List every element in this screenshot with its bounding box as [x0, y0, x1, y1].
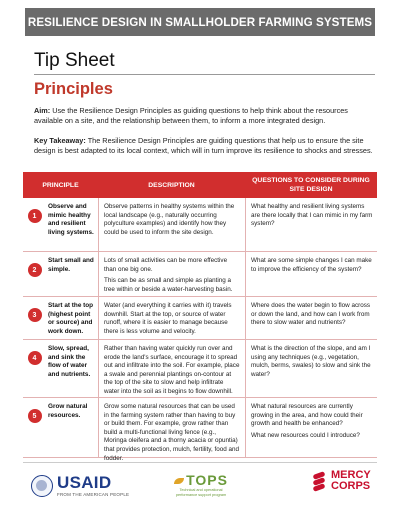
footer-logos — [23, 470, 377, 510]
row-number-cell — [23, 252, 46, 296]
usaid-logo — [31, 474, 129, 497]
questions-cell — [245, 252, 377, 296]
row-number-cell — [23, 297, 46, 339]
table-row — [23, 297, 377, 340]
mercy-wordmark-line1: MERCY — [331, 469, 371, 481]
description-cell — [98, 398, 245, 462]
header-description: DESCRIPTION — [148, 181, 195, 189]
usaid-seal-icon — [31, 475, 53, 497]
description-text: Observe patterns in healthy systems within the local landscape (e.g., naturally occurring polyculture examples) and identify how they could be used to inform the site design. — [104, 203, 235, 236]
description-text: Water (and everything it carries with it) travels downhill. Start at the top, or source of water runoff, where it is easier to manage because there is less volume and velocity. — [104, 302, 232, 335]
row-number-badge: 3 — [28, 308, 42, 322]
description-cell — [98, 340, 245, 397]
question-text: What healthy and resilient living systems are there locally that I can mimic in my farm system? — [251, 203, 373, 228]
questions-cell — [245, 340, 377, 397]
row-number-cell — [23, 198, 46, 251]
usaid-wordmark: USAID — [57, 473, 112, 492]
row-number-cell — [23, 340, 46, 397]
description-cell — [98, 297, 245, 339]
description-text: Rather than having water quickly run over and erode the land's surface, encourage it to spread out and infiltrate into the soil. For example, place a swale and perennial plantings on-contour at the top of the site to slow and help infiltrate water into the soil as it begins to flow downhill. — [104, 345, 240, 395]
aim-text: Use the Resilience Design Principles as guiding questions to help think about the resources available on a site, and the relationship between them, to inform a more integrated design. — [34, 106, 348, 126]
row-number-cell — [23, 398, 46, 457]
mercy-wordmark-line2: CORPS — [331, 480, 371, 492]
description-text: Lots of small activities can be more effective than one big one. — [104, 257, 228, 273]
header-banner: RESILIENCE DESIGN IN SMALLHOLDER FARMING SYSTEMS — [25, 8, 375, 36]
principles-table — [23, 172, 377, 462]
questions-cell — [245, 198, 377, 251]
row-number-badge: 5 — [28, 409, 42, 423]
principle-cell: Slow, spread, and sink the flow of water and nutrients. — [48, 345, 91, 378]
table-row — [23, 252, 377, 297]
table-row — [23, 398, 377, 462]
title-divider — [34, 74, 375, 75]
questions-cell — [245, 297, 377, 339]
question-text: What is the direction of the slope, and am I using any techniques (e.g., vegetation, mulch, berms, swales) to slow and sink the water? — [251, 345, 371, 378]
leaf-icon — [174, 478, 184, 484]
mercy-corps-logo — [313, 470, 371, 492]
principle-cell: Start at the top (highest point or source) and work down. — [48, 302, 94, 335]
mercy-corps-mark-icon — [313, 471, 327, 491]
document-type: Tip Sheet — [34, 50, 115, 71]
tops-logo — [171, 472, 231, 498]
table-body — [23, 198, 377, 462]
page-title: Principles — [34, 80, 113, 98]
tops-wordmark: TOPS — [186, 472, 228, 488]
footer-divider — [23, 462, 377, 463]
description-cell — [98, 252, 245, 296]
table-row — [23, 340, 377, 398]
principle-cell: Start small and simple. — [48, 257, 94, 273]
question-text: What new resources could I introduce? — [251, 431, 360, 439]
usaid-tagline: FROM THE AMERICAN PEOPLE — [57, 492, 130, 497]
tops-tagline: Technical and operational performance support program — [175, 488, 227, 497]
description-text: This can be as small and simple as planting a tree within or beside a water-harvesting basin. — [104, 277, 233, 293]
takeaway-text: The Resilience Design Principles are guiding questions that help us to ensure the site design is best adapted to its local context, which will in turn improve its resilience to shocks and stresses. — [34, 136, 373, 156]
principle-cell: Grow natural resources. — [48, 403, 88, 419]
table-header — [23, 172, 377, 198]
table-row — [23, 198, 377, 252]
row-number-badge: 2 — [28, 263, 42, 277]
question-text: What natural resources are currently growing in the area, and how could their growth and health be enhanced? — [251, 403, 363, 428]
description-text: Grow some natural resources that can be used in the farming system rather than having to buy or build them. For example, grow rather than build a multi-functional living fence (e.g., Moringa oleifera and a thorny acacia or opuntia) that provides protection, mulch, fertility, food and fodder. — [104, 403, 239, 462]
description-cell — [98, 198, 245, 251]
question-text: Where does the water begin to flow across or down the land, and how can I work from there to slow water and nutrients? — [251, 302, 371, 327]
header-principle: PRINCIPLE — [42, 181, 79, 189]
question-text: What are some simple changes I can make to improve the efficiency of the system? — [251, 257, 372, 273]
principle-cell: Observe and mimic healthy and resilient living systems. — [48, 203, 94, 236]
aim-label: Aim: — [34, 106, 51, 115]
aim-paragraph — [34, 106, 374, 127]
takeaway-paragraph — [34, 136, 374, 157]
takeaway-label: Key Takeaway: — [34, 136, 86, 145]
row-number-badge: 1 — [28, 209, 42, 223]
header-questions: QUESTIONS TO CONSIDER DURING SITE DESIGN — [252, 177, 370, 193]
row-number-badge: 4 — [28, 351, 42, 365]
questions-cell — [245, 398, 377, 457]
